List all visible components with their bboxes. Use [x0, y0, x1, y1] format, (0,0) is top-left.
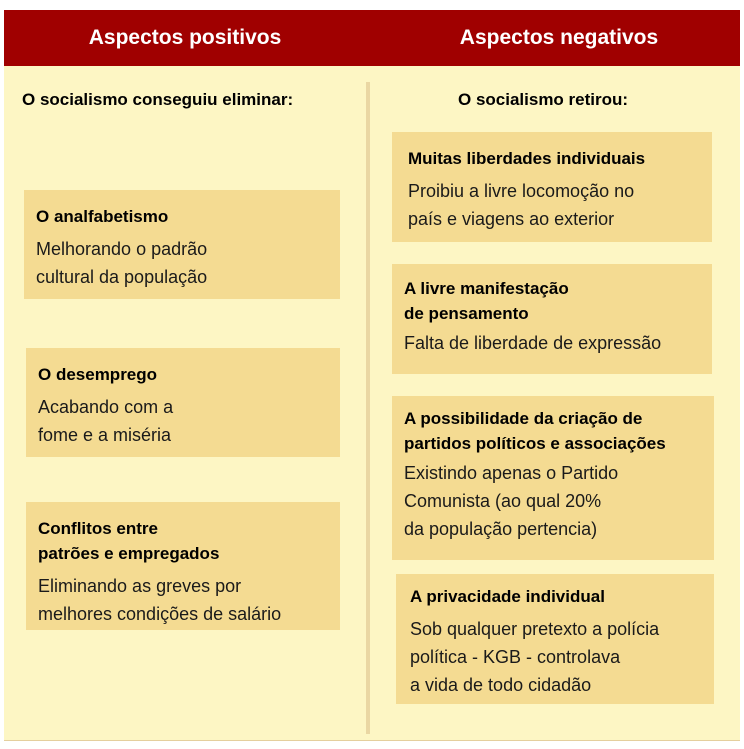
negative-item-privacy: [396, 574, 714, 704]
negative-item-liberties: [392, 132, 712, 242]
item-description: Proibiu a livre locomoção no país e viagens ao exterior: [408, 181, 635, 229]
item-title: Muitas liberdades individuais: [408, 149, 646, 168]
item-title: O analfabetismo: [36, 207, 169, 226]
positive-item-illiteracy: [24, 190, 340, 299]
item-description: Acabando com a fome e a miséria: [38, 397, 174, 445]
item-title: A privacidade individual: [410, 587, 605, 606]
negative-item-parties: [392, 396, 714, 560]
item-description: Eliminando as greves por melhores condições de salário: [38, 576, 282, 624]
item-description: Existindo apenas o Partido Comunista (ao qual 20% da população pertencia): [404, 463, 619, 539]
item-title: A livre manifestação de pensamento: [404, 279, 569, 323]
item-description: Sob qualquer pretexto a polícia política - KGB - controlava a vida de todo cidadão: [410, 619, 660, 695]
item-description: Falta de liberdade de expressão: [404, 333, 662, 353]
item-title: A possibilidade da criação de partidos políticos e associações: [404, 409, 666, 453]
positive-intro: O socialismo conseguiu eliminar:: [22, 90, 294, 109]
positive-heading: Aspectos positivos: [88, 26, 282, 49]
positive-item-unemployment: [26, 348, 340, 457]
negative-intro: O socialismo retirou:: [458, 90, 629, 109]
table-header: [4, 10, 740, 66]
comparison-table: [4, 10, 740, 741]
positive-item-conflicts: [26, 502, 340, 630]
item-title: O desemprego: [38, 365, 158, 384]
column-divider: [366, 82, 370, 734]
negative-item-thought: [392, 264, 712, 374]
item-description: Melhorando o padrão cultural da população: [36, 239, 208, 287]
negative-heading: Aspectos negativos: [459, 26, 659, 49]
item-title: Conflitos entre patrões e empregados: [38, 519, 220, 563]
